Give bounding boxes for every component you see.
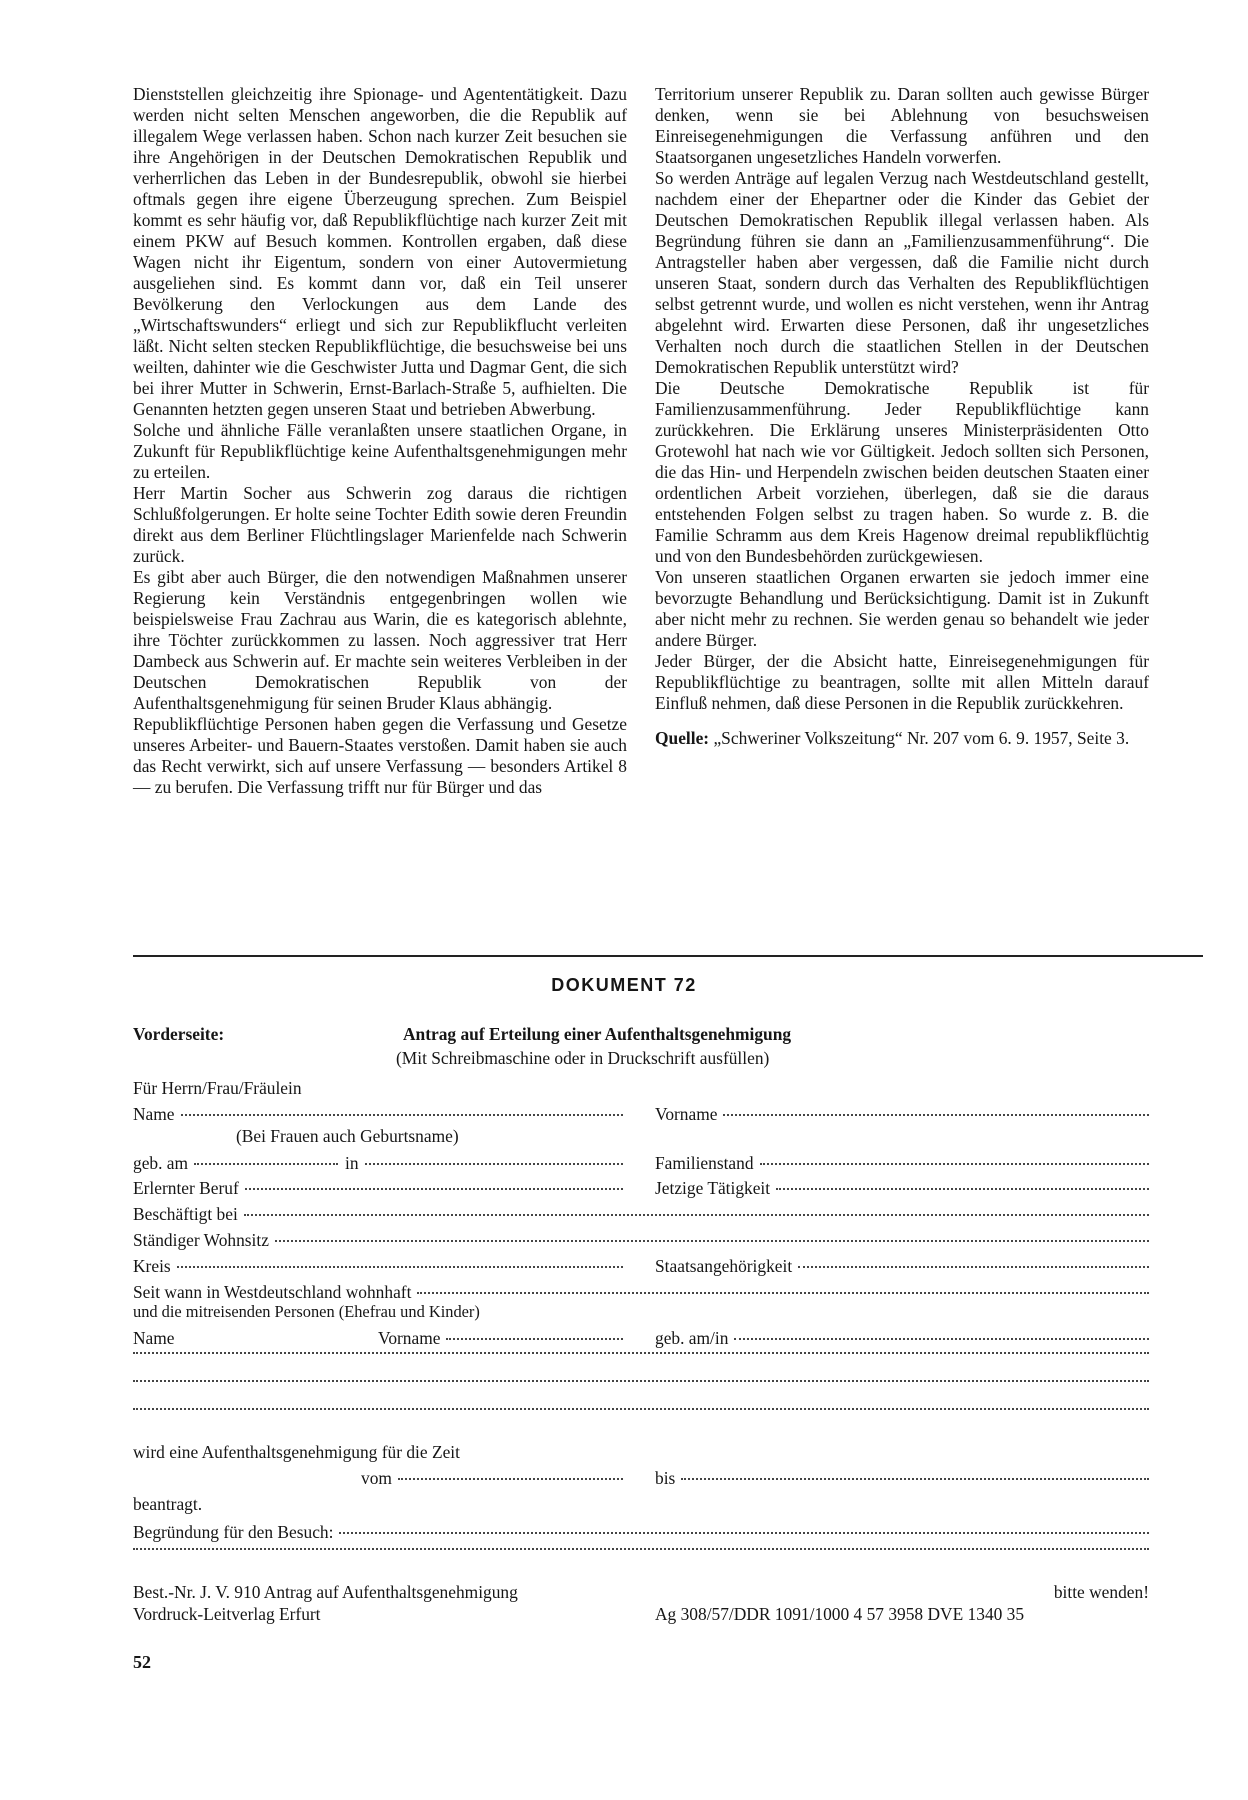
- begruendung-line-2[interactable]: [133, 1552, 1149, 1554]
- col-geb-label: geb. am/in: [655, 1328, 729, 1348]
- source-label: Quelle:: [655, 728, 714, 748]
- right-text-column: [655, 84, 1149, 749]
- vorname-column-field[interactable]: [378, 1328, 623, 1349]
- paragraph: Territorium unserer Republik zu. Daran sollten auch gewisse Bürger denken, wenn sie bei Ablehnung von besuchsweisen Einreisegenehmigungen die Verfassung anführen und den Staatsorganen ungesetzliches Handeln vorwerfen.: [655, 84, 1149, 167]
- zeit-label: wird eine Aufenthaltsgenehmigung für die Zeit: [133, 1442, 460, 1462]
- seit-wann-field[interactable]: [133, 1282, 1149, 1303]
- paragraph: Jeder Bürger, der die Absicht hatte, Einreisegenehmigungen für Republikflüchtige zu beantragen, sollte mit allen Mitteln darauf Einfluß nehmen, daß diese Personen in die Republik zurückkehren.: [655, 651, 1149, 713]
- taetigkeit-field[interactable]: [655, 1178, 1149, 1199]
- staatsangehoerigkeit-field[interactable]: [655, 1256, 1149, 1277]
- vorname-label: Vorname: [655, 1104, 718, 1124]
- vom-field[interactable]: [361, 1468, 623, 1489]
- companion-line-3[interactable]: [133, 1412, 1149, 1414]
- wohnsitz-field[interactable]: [133, 1230, 1149, 1251]
- side-label: Vorderseite:: [133, 1024, 225, 1044]
- paragraph: Von unseren staatlichen Organen erwarten sie jedoch immer eine bevorzugte Behandlung und Berücksichtigung. Damit ist in Zukunft aber nicht mehr zu rechnen. Sie werden genau so behandelt wie jeder andere Bürger.: [655, 567, 1149, 650]
- col-name-label: Name: [133, 1328, 175, 1348]
- staatsangehoerigkeit-label: Staatsangehörigkeit: [655, 1256, 793, 1276]
- seit-wann-label: Seit wann in Westdeutschland wohnhaft: [133, 1282, 412, 1302]
- birth-place-label: in: [345, 1153, 359, 1173]
- form-title: Antrag auf Erteilung einer Aufenthaltsgenehmigung: [403, 1024, 792, 1044]
- maiden-name-note: (Bei Frauen auch Geburtsname): [236, 1126, 459, 1146]
- footer-turn-over: bitte wenden!: [1053, 1582, 1149, 1602]
- taetigkeit-label: Jetzige Tätigkeit: [655, 1178, 771, 1198]
- begruendung-label: Begründung für den Besuch:: [133, 1522, 334, 1542]
- footer-order-number: Best.-Nr. J. V. 910 Antrag auf Aufenthaltsgenehmigung: [133, 1582, 518, 1602]
- document-title: DOKUMENT 72: [551, 975, 697, 995]
- begruendung-field[interactable]: [133, 1522, 1149, 1543]
- birth-place-field[interactable]: [345, 1153, 623, 1174]
- paragraph: Republikflüchtige Personen haben gegen die Verfassung und Gesetze unseres Arbeiter- und Bauern-Staates verstoßen. Damit haben sie auch das Recht verwirkt, sich auf unsere Verfassung — besonders Artikel 8 — zu berufen. Die Verfassung trifft nur für Bürger und das: [133, 714, 627, 797]
- companion-line-1[interactable]: [133, 1356, 1149, 1358]
- beantragt-label: beantragt.: [133, 1494, 203, 1514]
- kreis-label: Kreis: [133, 1256, 171, 1276]
- beschaeftigt-field[interactable]: [133, 1204, 1149, 1225]
- paragraph: Solche und ähnliche Fälle veranlaßten unsere staatlichen Organe, in Zukunft für Republikflüchtige keine Aufenthaltsgenehmigungen mehr zu erteilen.: [133, 420, 627, 482]
- paragraph: Herr Martin Socher aus Schwerin zog daraus die richtigen Schlußfolgerungen. Er holte seine Tochter Edith sowie deren Freundin direkt aus dem Berliner Flüchtlingslager Marienfelde nach Schwerin zurück.: [133, 483, 627, 566]
- mitreisende-label: und die mitreisenden Personen (Ehefrau und Kinder): [133, 1302, 480, 1321]
- name-field[interactable]: [133, 1104, 623, 1125]
- vorname-field[interactable]: [655, 1104, 1149, 1125]
- paragraph: Es gibt aber auch Bürger, die den notwendigen Maßnahmen unserer Regierung kein Verständnis entgegenbringen wollen wie beispielsweise Frau Zachrau aus Warin, die es kategorisch ablehnte, ihre Töchter zurückkommen zu lassen. Noch aggressiver trat Herr Dambeck aus Schwerin auf. Er machte sein weiteres Verbleiben in der Deutschen Demokratischen Republik von der Aufenthaltsgenehmigung für seinen Bruder Klaus abhängig.: [133, 567, 627, 713]
- familienstand-label: Familienstand: [655, 1153, 754, 1173]
- footer-print-code: Ag 308/57/DDR 1091/1000 4 57 3958 DVE 1340 35: [655, 1604, 1025, 1624]
- section-divider: [133, 955, 1203, 957]
- companion-line-2[interactable]: [133, 1384, 1149, 1386]
- source-text: „Schweriner Volkszeitung“ Nr. 207 vom 6. 9. 1957, Seite 3.: [713, 728, 1130, 748]
- name-label: Name: [133, 1104, 175, 1124]
- geb-am-in-field[interactable]: [655, 1328, 1149, 1349]
- form-subtitle: (Mit Schreibmaschine oder in Druckschrift ausfüllen): [396, 1048, 770, 1068]
- paragraph: Dienststellen gleichzeitig ihre Spionage- und Agententätigkeit. Dazu werden nicht selten Menschen angeworben, die die Republik auf illegalem Wege verlassen haben. Schon nach kurzer Zeit besuchen sie ihre Angehörigen in der Deutschen Demokratischen Republik und verherrlichen das Leben in der Bundesrepublik, obwohl sie hierbei oftmals gegen ihre eigene Überzeugung sprechen. Zum Beispiel kommt es sehr häufig vor, daß Republikflüchtige nach kurzer Zeit mit einem PKW auf Besuch kommen. Kontrollen ergaben, daß diese Wagen nicht ihr Eigentum, sondern von einer Autovermietung ausgeliehen sind. Es kommt dann vor, daß ein Teil unserer Bevölkerung den Verlockungen aus dem Lande des „Wirtschaftswunders“ erliegt und sich zur Republikflucht verleiten läßt. Nicht selten stecken Republikflüchtige, die besuchsweise bei uns weilten, dahinter wie die Geschwister Jutta und Dagmar Gent, die sich bei ihrer Mutter in Schwerin, Ernst-Barlach-Straße 5, aufhielten. Die Genannten hetzten gegen unseren Staat und betrieben Abwerbung.: [133, 84, 627, 419]
- paragraph: Die Deutsche Demokratische Republik ist für Familienzusammenführung. Jeder Republikflüchtige kann zurückkehren. Die Erklärung unseres Ministerpräsidenten Otto Grotewohl hat nach wie vor Gültigkeit. Jedoch sollten sich Personen, die das Hin- und Herpendeln zwischen beiden deutschen Staaten einer ordentlichen Arbeit vorziehen, überlegen, daß sie die daraus entstehenden Folgen selbst zu tragen haben. So wurde z. B. die Familie Schramm aus dem Kreis Hagenow dreimal republikflüchtig und von den Bundesbehörden zurückgewiesen.: [655, 378, 1149, 566]
- page-number: 52: [133, 1652, 151, 1672]
- salutation-label: Für Herrn/Frau/Fräulein: [133, 1078, 302, 1098]
- familienstand-field[interactable]: [655, 1153, 1149, 1174]
- bis-field[interactable]: [655, 1468, 1149, 1489]
- beschaeftigt-label: Beschäftigt bei: [133, 1204, 238, 1224]
- footer-publisher: Vordruck-Leitverlag Erfurt: [133, 1604, 321, 1624]
- beruf-field[interactable]: [133, 1178, 623, 1199]
- source-citation: [655, 728, 1149, 749]
- left-text-column: [133, 84, 627, 798]
- vom-label: vom: [361, 1468, 392, 1488]
- kreis-field[interactable]: [133, 1256, 623, 1277]
- beruf-label: Erlernter Beruf: [133, 1178, 239, 1198]
- bis-label: bis: [655, 1468, 676, 1488]
- birth-date-label: geb. am: [133, 1153, 189, 1173]
- birth-date-field[interactable]: [133, 1153, 338, 1174]
- paragraph: So werden Anträge auf legalen Verzug nach Westdeutschland gestellt, nachdem einer der Ehepartner oder die Kinder das Gebiet der Deutschen Demokratischen Republik illegal verlassen haben. Als Begründung führen sie dann an „Familienzusammenführung“. Die Antragsteller haben aber vergessen, daß die Familie nicht durch unseren Staat, sondern durch das Verhalten des Republikflüchtigen selbst getrennt wurde, und wollen es nicht verstehen, wenn ihr Antrag abgelehnt wird. Erwarten diese Personen, daß ihr ungesetzliches Verhalten noch durch die staatlichen Stellen in der Deutschen Demokratischen Republik unterstützt wird?: [655, 168, 1149, 377]
- wohnsitz-label: Ständiger Wohnsitz: [133, 1230, 269, 1250]
- col-vorname-label: Vorname: [378, 1328, 441, 1348]
